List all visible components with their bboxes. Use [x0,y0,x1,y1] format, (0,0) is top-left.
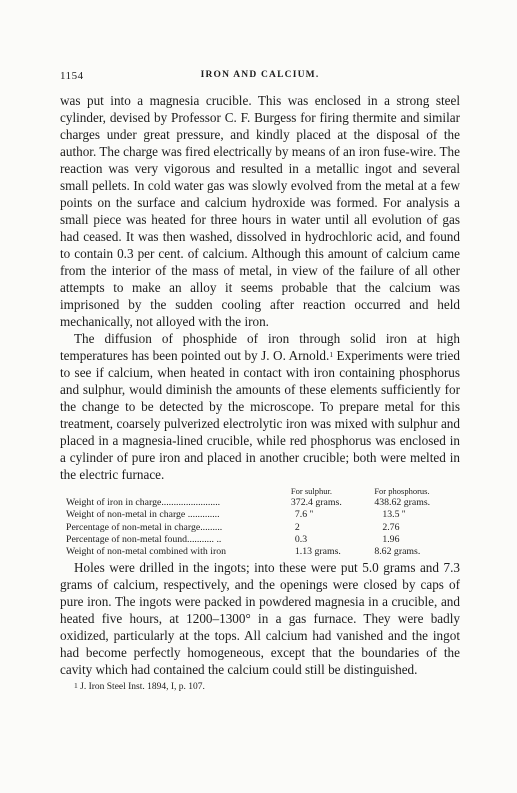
row-label: Weight of non-metal combined with iron [66,546,227,558]
page-header [60,70,460,92]
row-label: Weight of non-metal in charge ............. [66,509,220,521]
row-label: Percentage of non-metal found........... .. [66,533,222,545]
paragraph-2-text-cont: Experiments were tried to see if calcium, when heated in contact with iron containing phosphorus and sulphur, would diminish the amounts of these elements sufficiently for the change to be detected by the microscope. To prepare metal for this treatment, coarsely pulverized electrolytic iron was mixed with sulphur and placed in a magnesia-lined crucible, while red phosphorus was enclosed in a cylinder of pure iron and placed in another crucible; both were melted in the electric furnace. [60,348,460,482]
results-table [66,485,460,558]
footnote [60,681,460,693]
table-row [66,509,460,521]
paragraph-3: Holes were drilled in the ingots; into these were put 5.0 grams and 7.3 grams of calcium, respectively, and the openings were closed by caps of pure iron. The ingots were packed in powdered magnesia in a crucible, and heated five hours, at 1200–1300° in a gas furnace. They were badly oxidized, particularly at the tops. All calcium had vanished and the ingot had become perfectly homogeneous, except that the boundaries of the cavity which had contained the calcium could still be distinguished. [60,560,460,678]
phosphorus-value: 1.96 [382,533,400,545]
page [60,70,460,693]
table-row [66,546,460,558]
sulphur-value: 0.3 [294,533,308,545]
page-number: 1154 [60,70,84,82]
sulphur-value: 2 [294,521,300,533]
col-header-sulphur: For sulphur. [290,486,332,496]
table-row [66,497,460,509]
footnote-ref: 1 [329,350,334,359]
running-title: IRON AND CALCIUM. [200,70,320,80]
row-label: Percentage of non-metal in charge......... [66,521,223,533]
phosphorus-value: 438.62 grams. [374,497,431,509]
table-row [66,522,460,534]
table-row [66,534,460,546]
sulphur-value: 7.6 '' [294,509,314,521]
phosphorus-value: 2.76 [382,521,400,533]
paragraph-1: was put into a magnesia crucible. This was enclosed in a strong steel cylinder, devised by Professor C. F. Burgess for firing thermite and similar charges under great pressure, and kindly placed at the disposal of the author. The charge was fired electrically by means of an iron fuse-wire. The reaction was very vigorous and resulted in a metallic ingot and several small pellets. In cold water gas was slowly evolved from the metal at a few points on the surface and calcium hydroxide was formed. For analysis a small piece was heated for three hours in water until all evolution of gas had ceased. It was then washed, dissolved in hydrochloric acid, and found to contain 0.3 per cent. of calcium. Although this amount of calcium came from the interior of the mass of metal, in view of the failure of all other attempts to make an alloy it seems probable that the calcium was imprisoned by the sudden cooling after reaction occurred and held mechanically, not alloyed with the iron. [60,93,460,329]
sulphur-value: 372.4 grams. [290,497,342,509]
footnote-mark: 1 [74,681,78,691]
row-label: Weight of iron in charge........................ [66,497,221,509]
sulphur-value: 1.13 grams. [294,546,341,558]
table-header-row [66,485,460,497]
phosphorus-value: 13.5 '' [382,509,406,521]
paragraph-2 [60,330,460,483]
col-header-phosphorus: For phosphorus. [374,486,430,496]
phosphorus-value: 8.62 grams. [374,546,421,558]
paragraph-2-text: The diffusion of phosphide of iron through solid iron at high temperatures has been pointed out by J. O. Arnold. [60,331,460,363]
footnote-text: J. Iron Steel Inst. 1894, I, p. 107. [77,682,205,693]
